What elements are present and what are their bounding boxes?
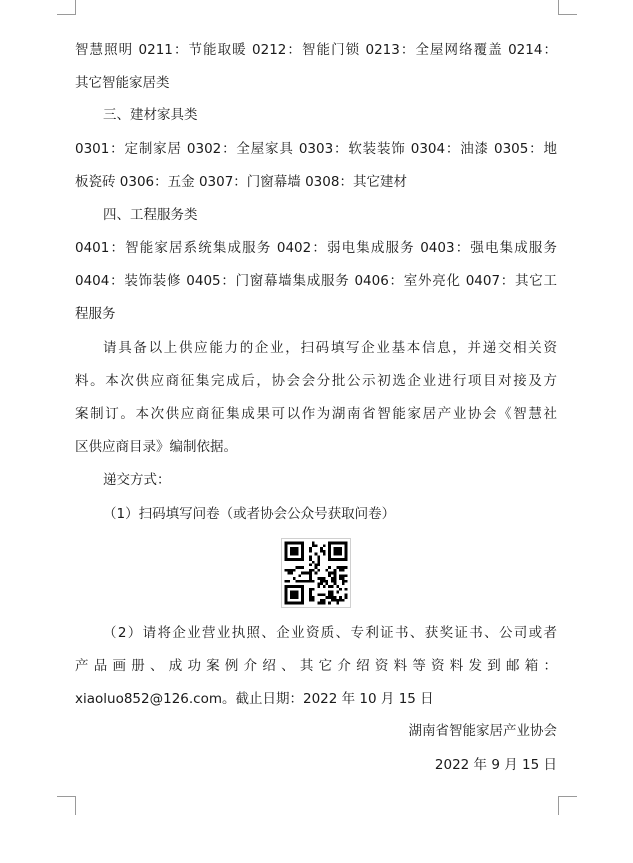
- page-corner-mark: [558, 796, 577, 815]
- qr-code-icon: [281, 538, 351, 608]
- body-line: 程服务: [75, 306, 116, 322]
- paragraph-line: 区供应商目录》编制依据。: [75, 439, 237, 455]
- signature-org: 湖南省智能家居产业协会: [408, 723, 557, 739]
- signature-date: 2022 年 9 月 15 日: [434, 757, 557, 773]
- paragraph-line: 请具备以上供应能力的企业，扫码填写企业基本信息，并递交相关资: [103, 340, 557, 356]
- paragraph-line: 料。本次供应商征集完成后，协会会分批公示初选企业进行项目对接及方: [75, 373, 557, 389]
- body-line: 板瓷砖 0306：五金 0307：门窗幕墙 0308：其它建材: [75, 174, 407, 190]
- body-line: 智慧照明 0211：节能取暖 0212：智能门锁 0213：全屋网络覆盖 0214：: [75, 42, 557, 58]
- body-line: 其它智能家居类: [75, 75, 170, 91]
- page-corner-mark: [558, 0, 577, 15]
- method-2-line: （2）请将企业营业执照、企业资质、专利证书、获奖证书、公司或者: [103, 625, 557, 641]
- section-heading: 四、工程服务类: [103, 207, 198, 223]
- body-line: 0301：定制家居 0302：全屋家具 0303：软装装饰 0304：油漆 0305：地: [75, 141, 557, 157]
- section-heading: 三、建材家具类: [103, 107, 198, 123]
- body-line: 0401：智能家居系统集成服务 0402：弱电集成服务 0403：强电集成服务: [75, 240, 557, 256]
- submit-heading: 递交方式：: [103, 472, 171, 488]
- page-corner-mark: [57, 796, 76, 815]
- page-corner-mark: [57, 0, 76, 15]
- paragraph-line: 案制订。本次供应商征集成果可以作为湖南省智能家居产业协会《智慧社: [75, 406, 557, 422]
- body-line: 0404：装饰装修 0405：门窗幕墙集成服务 0406：室外亮化 0407：其它工: [75, 273, 557, 289]
- method-2-line: 产品画册、成功案例介绍、其它介绍资料等资料发到邮箱：: [75, 658, 557, 674]
- method-2-line: xiaoluo852@126.com。截止日期：2022 年 10 月 15 日: [75, 691, 434, 707]
- method-1: （1）扫码填写问卷（或者协会公众号获取问卷）: [103, 506, 396, 522]
